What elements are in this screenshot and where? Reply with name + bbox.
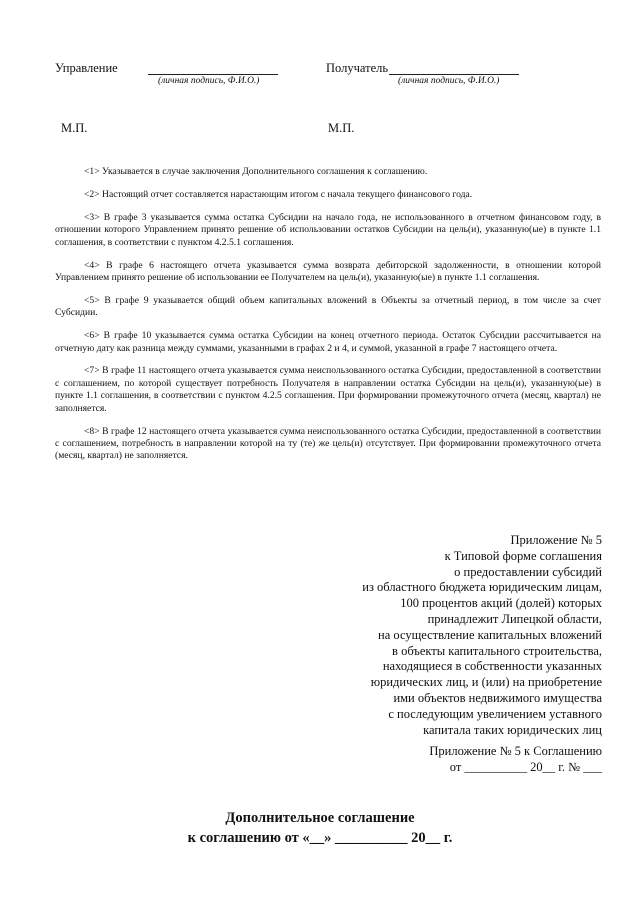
appendix-line: с последующим увеличением уставного <box>388 706 602 721</box>
footnote-3: <3> В графе 3 указывается сумма остатка Субсидии на начало года, не использованного в отчетном финансовом году, в отношении которого Управлением принято решение об использовании остатков Субсидии на цель(и), указанную(ые) в пункте 1.1 соглашения, в соответствии с пунктом 4.2.5.1 соглашения. <box>55 211 601 248</box>
footnotes <box>55 166 601 473</box>
appendix-line: из областного бюджета юридическим лицам, <box>362 580 602 595</box>
agreement-reference-date: от __________ 20__ г. № ___ <box>449 759 602 774</box>
footnote-4: <4> В графе 6 настоящего отчета указывается сумма возврата дебиторской задолженности, в отношении которой Управлением принято решение об использовании ее Получателем на цель(и), указанную(ые) в пункте 1.1 соглашения. <box>55 259 601 283</box>
agreement-reference-title: Приложение № 5 к Соглашению <box>429 744 602 758</box>
recipient-signature-hint: (личная подпись, Ф.И.О.) <box>398 76 500 86</box>
appendix-line: к Типовой форме соглашения <box>444 548 602 563</box>
appendix-line: принадлежит Липецкой области, <box>427 611 602 626</box>
appendix-line: 100 процентов акций (долей) которых <box>400 596 602 611</box>
appendix-line: находящиеся в собственности указанных <box>382 659 602 674</box>
document-subtitle: к соглашению от «__» __________ 20__ г. <box>187 830 453 846</box>
footnote-8: <8> В графе 12 настоящего отчета указывается сумма неиспользованного остатка Субсидии, предоставленной в соответствии с соглашением, потребность в направлении которой на ту (те) же цель(и) отсутствует. При формировании промежуточного отчета (месяц, квартал) не заполняется. <box>55 425 601 462</box>
stamp-place-right: М.П. <box>328 121 355 135</box>
document-title: Дополнительное соглашение <box>225 810 415 826</box>
appendix-line: в объекты капитального строительства, <box>392 643 602 658</box>
footnote-7: <7> В графе 11 настоящего отчета указывается сумма неиспользованного остатка Субсидии, предоставленной в соответствии с соглашением, по которой существует потребность Получателя в направлении остатка Субсидии на цель(и), указанную(ые) в пункте 1.1 соглашения, в соответствии с пунктом 4.2.5 соглашения. При формировании промежуточного отчета (месяц, квартал) не заполняется. <box>55 365 601 414</box>
manager-signature-hint: (личная подпись, Ф.И.О.) <box>158 76 260 86</box>
stamp-place-left: М.П. <box>61 121 88 135</box>
footnote-6: <6> В графе 10 указывается сумма остатка Субсидии на конец отчетного периода. Остаток Субсидии рассчитывается на отчетную дату как разница между суммами, указанными в графах 2 и 4, и суммой, указанной в графе 7 настоящего отчета. <box>55 330 601 354</box>
appendix-line: капитала таких юридических лиц <box>423 722 602 737</box>
recipient-signature-label: Получатель <box>326 61 389 75</box>
appendix-line: на осуществление капитальных вложений <box>378 627 602 642</box>
agreement-reference <box>429 744 602 776</box>
footnote-1: <1> Указывается в случае заключения Дополнительного соглашения к соглашению. <box>84 166 428 177</box>
appendix-line: ими объектов недвижимого имущества <box>393 690 602 705</box>
manager-signature-line <box>148 74 278 75</box>
appendix-line: юридических лиц, и (или) на приобретение <box>370 675 602 690</box>
appendix-line: о предоставлении субсидий <box>454 564 602 579</box>
recipient-signature-line <box>389 74 519 75</box>
footnote-5: <5> В графе 9 указывается общий объем капитальных вложений в Объекты за отчетный период, в том числе за счет Субсидии. <box>55 294 601 319</box>
footnote-2: <2> Настоящий отчет составляется нарастающим итогом с начала текущего финансового года. <box>84 188 473 200</box>
appendix-header <box>282 533 602 738</box>
appendix-line: Приложение № 5 <box>510 533 602 547</box>
manager-signature-label: Управление <box>55 61 118 75</box>
